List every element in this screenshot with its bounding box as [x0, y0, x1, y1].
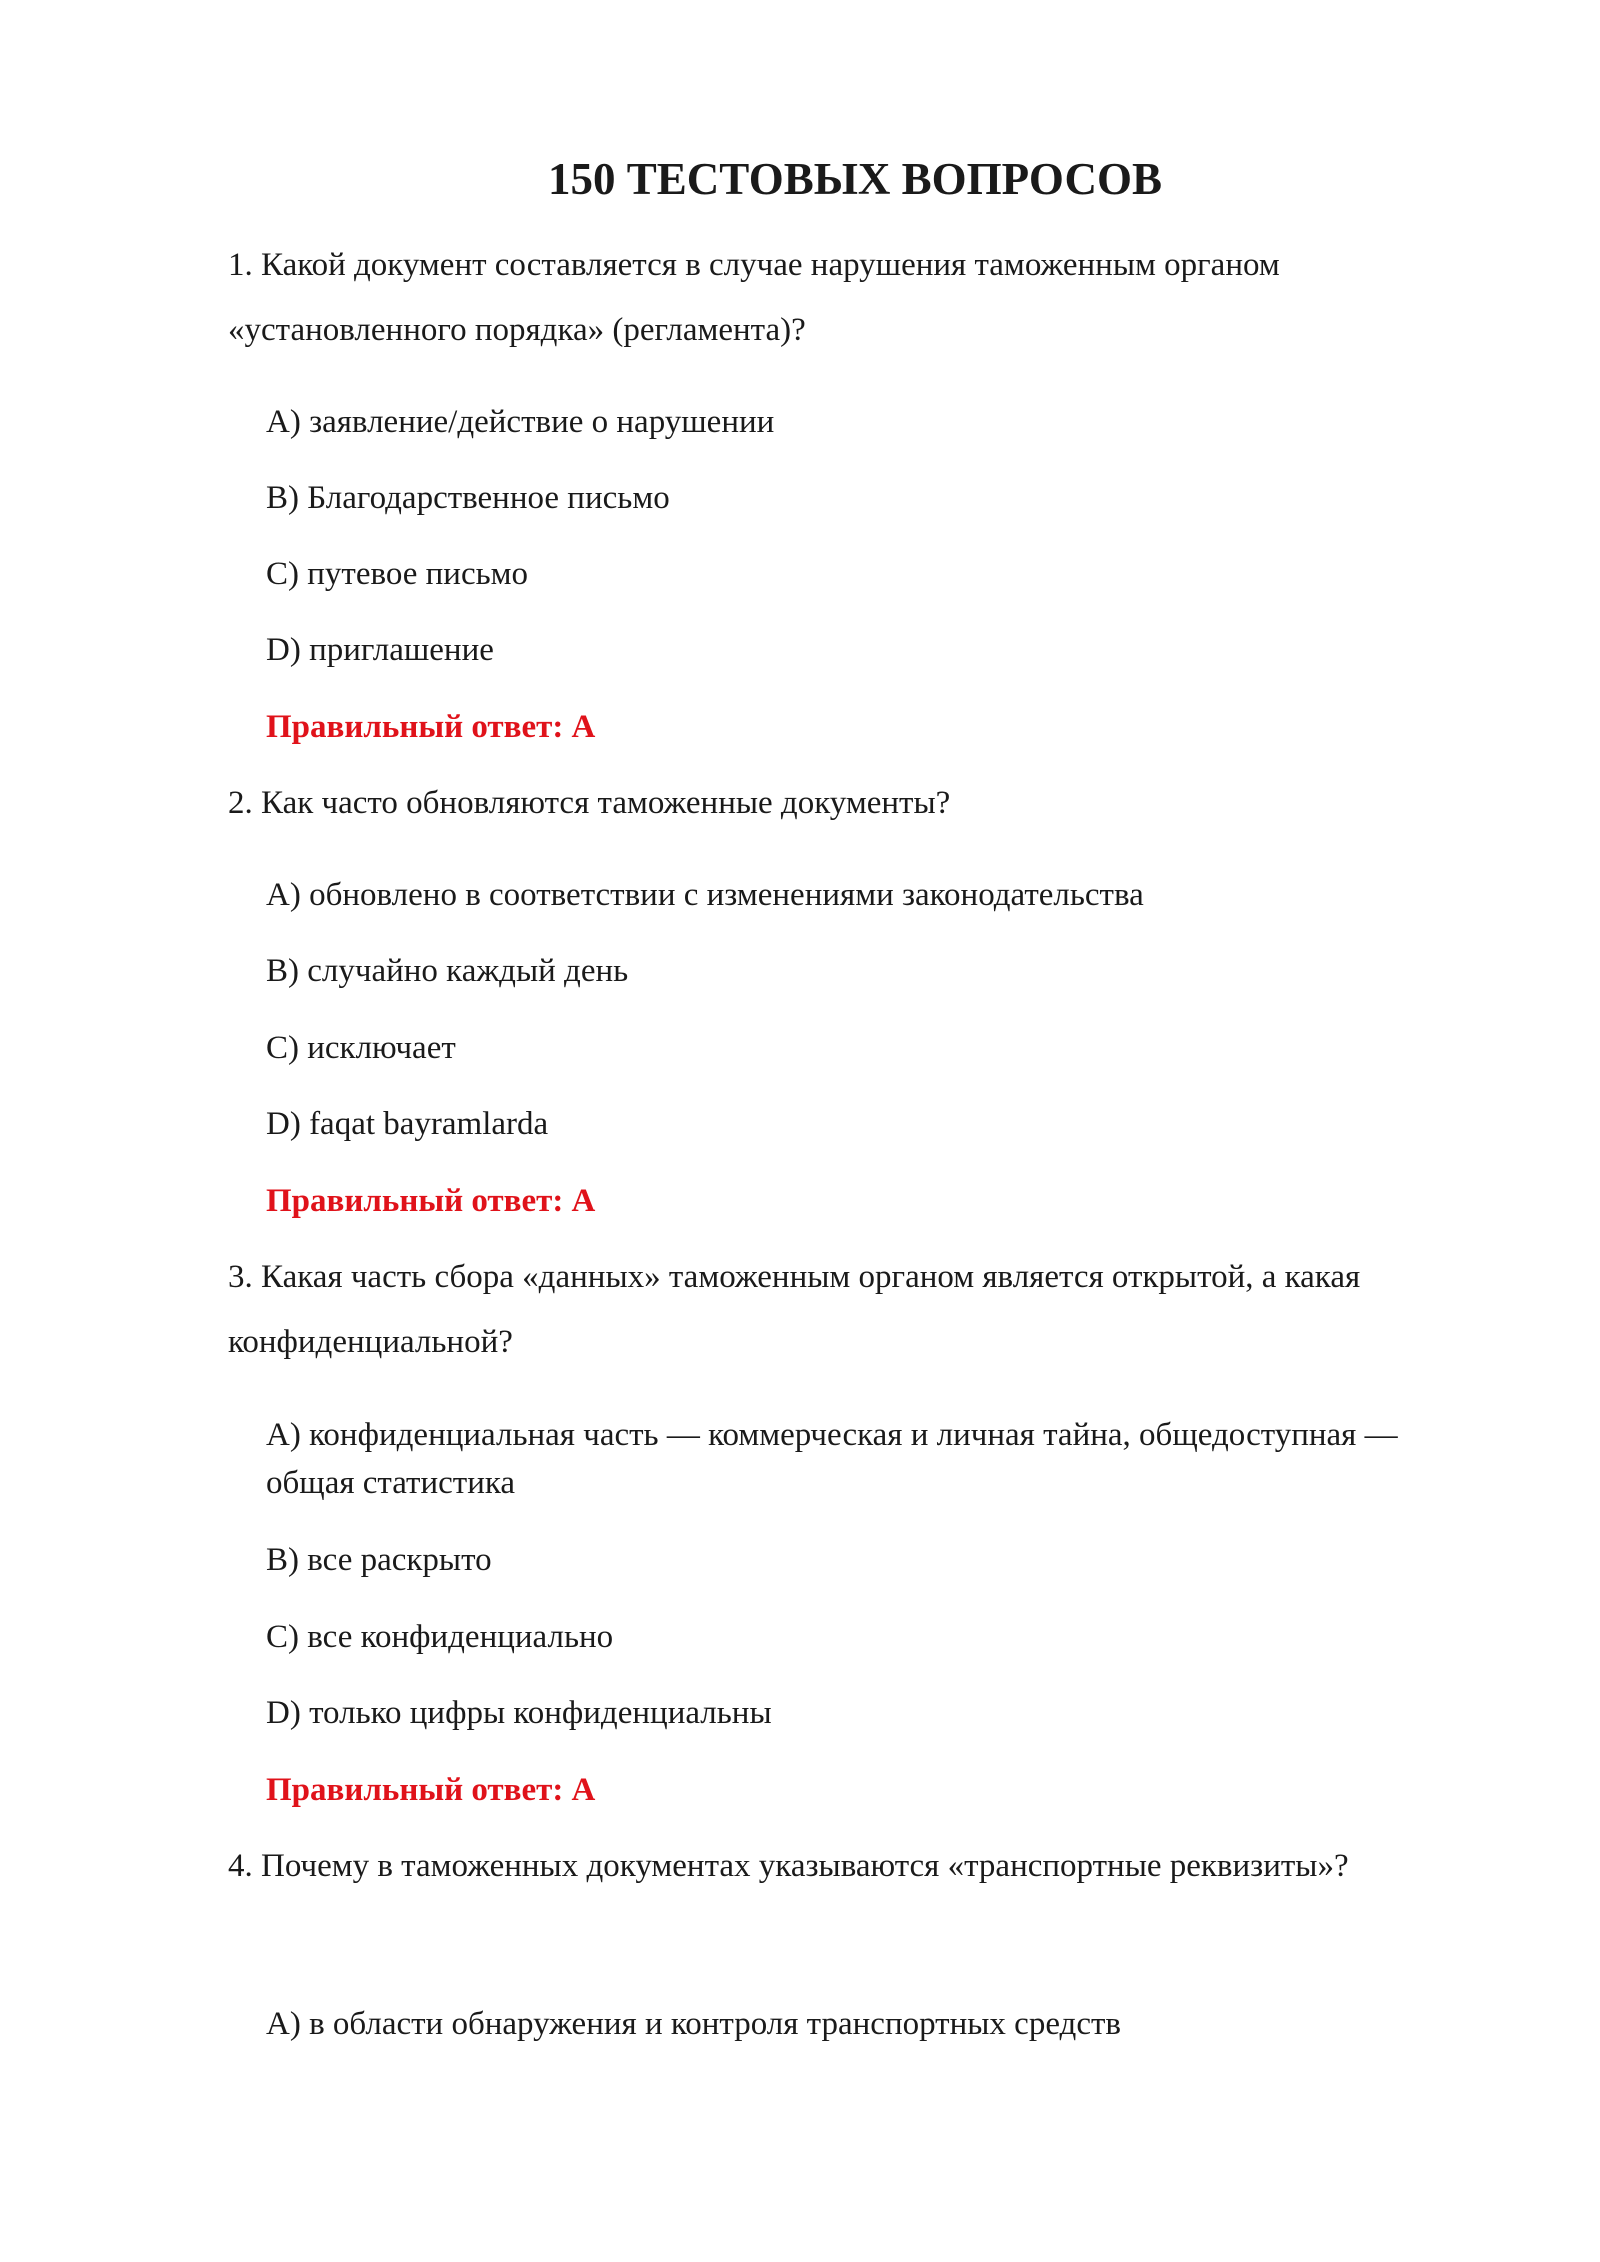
question-3-option-c: C) все конфиденциально — [266, 1619, 614, 1655]
question-2-text: 2. Как часто обновляются таможенные документы? — [228, 785, 951, 821]
question-2-option-d: D) faqat bayramlarda — [266, 1106, 549, 1142]
question-4-text: 4. Почему в таможенных документах указываются «транспортные реквизиты»? — [228, 1848, 1349, 1884]
question-2-correct-answer: Правильный ответ: A — [266, 1183, 596, 1219]
question-1-text: 1. Какой документ составляется в случае нарушения таможенным органом «установленного порядка» (регламента)? — [228, 247, 1280, 348]
question-1-option-a: A) заявление/действие о нарушении — [266, 404, 775, 440]
question-3-correct-answer: Правильный ответ: A — [266, 1772, 596, 1808]
question-1-option-b: B) Благодарственное письмо — [266, 480, 670, 516]
question-4-option-a: A) в области обнаружения и контроля транспортных средств — [266, 2006, 1121, 2042]
question-3-option-b: B) все раскрыто — [266, 1542, 492, 1578]
question-2-option-b: B) случайно каждый день — [266, 953, 629, 989]
question-1-option-c: C) путевое письмо — [266, 556, 529, 592]
question-3-text: 3. Какая часть сбора «данных» таможенным органом является открытой, а какая конфиденциальной? — [228, 1259, 1361, 1360]
question-1-correct-answer: Правильный ответ: A — [266, 709, 596, 745]
question-2-option-c: C) исключает — [266, 1030, 456, 1066]
question-3-option-d: D) только цифры конфиденциальны — [266, 1695, 772, 1731]
question-2-option-a: A) обновлено в соответствии с изменениями законодательства — [266, 877, 1144, 913]
document-title: 150 ТЕСТОВЫХ ВОПРОСОВ — [548, 154, 1162, 204]
question-1-option-d: D) приглашение — [266, 632, 494, 668]
question-3-option-a: A) конфиденциальная часть — коммерческая и личная тайна, общедоступная — общая статистика — [266, 1417, 1398, 1501]
